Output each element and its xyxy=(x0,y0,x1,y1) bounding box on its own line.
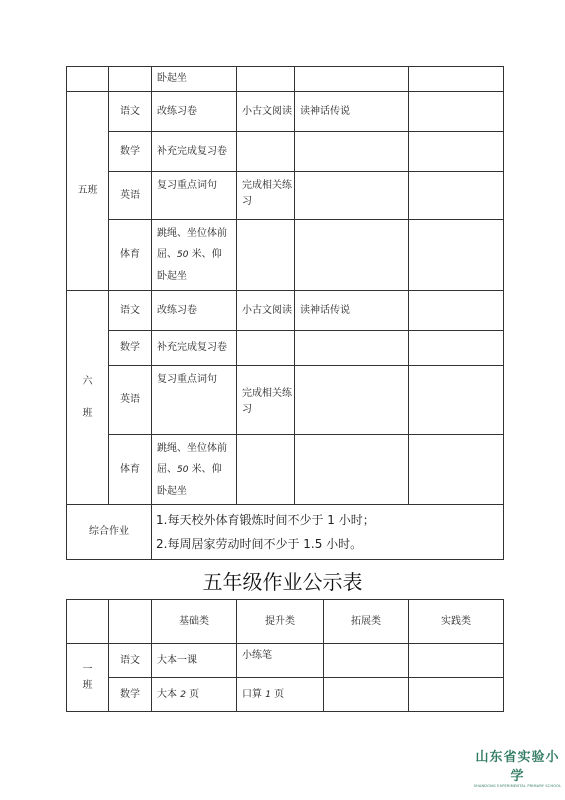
table-row xyxy=(67,435,504,505)
homework-table-grade5-continued xyxy=(66,66,504,560)
basic-cell: 复习重点词句 xyxy=(152,172,237,220)
practice-cell xyxy=(409,67,504,92)
table-row xyxy=(67,291,504,331)
table-row xyxy=(67,366,504,435)
practice-cell xyxy=(409,220,504,291)
table-row xyxy=(67,505,504,560)
homework-table-grade5 xyxy=(66,599,504,712)
school-logo-cn: 山东省实验小学 xyxy=(475,750,560,784)
subject-cell: 体育 xyxy=(109,435,152,505)
table-row xyxy=(67,644,504,678)
subject-cell: 语文 xyxy=(109,291,152,331)
subject-cell: 语文 xyxy=(109,644,152,678)
class-cell xyxy=(67,67,109,92)
table-row xyxy=(67,132,504,172)
extend-cell xyxy=(295,132,409,172)
subject-cell: 体育 xyxy=(109,220,152,291)
basic-cell: 大本一课 xyxy=(152,644,237,678)
subject-cell: 语文 xyxy=(109,92,152,132)
subject-cell: 数学 xyxy=(109,678,152,712)
class-name-cell: 五班 xyxy=(67,92,109,291)
page-title: 五年级作业公示表 xyxy=(202,570,363,594)
practice-cell xyxy=(409,331,504,366)
class-name-cell: 六 班 xyxy=(67,291,109,505)
improve-cell xyxy=(237,220,295,291)
extend-cell xyxy=(295,366,409,435)
extend-cell xyxy=(295,220,409,291)
practice-cell xyxy=(409,678,504,712)
corner-cell xyxy=(109,600,152,644)
basic-cell: 跳绳、坐位体前 屈、50 米、仰 卧起坐 xyxy=(152,435,237,505)
improve-cell xyxy=(237,435,295,505)
improve-cell xyxy=(237,67,295,92)
improve-cell: 完成相关练习 xyxy=(237,366,295,435)
practice-cell xyxy=(409,644,504,678)
improve-cell xyxy=(237,132,295,172)
subject-cell xyxy=(109,67,152,92)
general-homework-text: 1.每天校外体育锻炼时间不少于 1 小时； 2.每周居家劳动时间不少于 1.5 小时。 xyxy=(152,505,504,560)
improve-cell: 小古文阅读 xyxy=(237,92,295,132)
basic-cell: 跳绳、坐位体前 屈、50 米、仰 卧起坐 xyxy=(152,220,237,291)
basic-cell: 改练习卷 xyxy=(152,291,237,331)
practice-cell xyxy=(409,435,504,505)
header-improve: 提升类 xyxy=(237,600,324,644)
table-row xyxy=(67,678,504,712)
table-row xyxy=(67,331,504,366)
improve-cell: 口算 1 页 xyxy=(237,678,324,712)
subject-cell: 英语 xyxy=(109,172,152,220)
practice-cell xyxy=(409,291,504,331)
extend-cell xyxy=(295,67,409,92)
improve-cell xyxy=(237,331,295,366)
basic-cell: 大本 2 页 xyxy=(152,678,237,712)
subject-cell: 数学 xyxy=(109,132,152,172)
practice-cell xyxy=(409,172,504,220)
basic-cell: 补充完成复习卷 xyxy=(152,331,237,366)
header-extend: 拓展类 xyxy=(324,600,409,644)
subject-cell: 英语 xyxy=(109,366,152,435)
header-basic: 基础类 xyxy=(152,600,237,644)
improve-cell: 小练笔 xyxy=(237,644,324,678)
header-practice: 实践类 xyxy=(409,600,504,644)
extend-cell xyxy=(295,172,409,220)
extend-cell xyxy=(324,644,409,678)
basic-cell: 补充完成复习卷 xyxy=(152,132,237,172)
table-row xyxy=(67,92,504,132)
table-header-row xyxy=(67,600,504,644)
basic-cell: 卧起坐 xyxy=(152,67,237,92)
table-row xyxy=(67,220,504,291)
corner-cell xyxy=(67,600,109,644)
basic-cell: 改练习卷 xyxy=(152,92,237,132)
subject-cell: 数学 xyxy=(109,331,152,366)
improve-cell: 完成相关练习 xyxy=(237,172,295,220)
practice-cell xyxy=(409,92,504,132)
extend-cell: 读神话传说 xyxy=(295,291,409,331)
class-name-cell: 一 班 xyxy=(67,644,109,712)
practice-cell xyxy=(409,366,504,435)
school-logo-en: SHANDONG EXPERIMENTAL PRIMARY SCHOOL xyxy=(473,784,562,788)
extend-cell xyxy=(295,435,409,505)
school-logo xyxy=(470,746,565,788)
extend-cell: 读神话传说 xyxy=(295,92,409,132)
extend-cell xyxy=(324,678,409,712)
basic-cell: 复习重点词句 xyxy=(152,366,237,435)
extend-cell xyxy=(295,331,409,366)
general-homework-label: 综合作业 xyxy=(67,505,152,560)
table-row xyxy=(67,172,504,220)
improve-cell: 小古文阅读 xyxy=(237,291,295,331)
practice-cell xyxy=(409,132,504,172)
table-row xyxy=(67,67,504,92)
